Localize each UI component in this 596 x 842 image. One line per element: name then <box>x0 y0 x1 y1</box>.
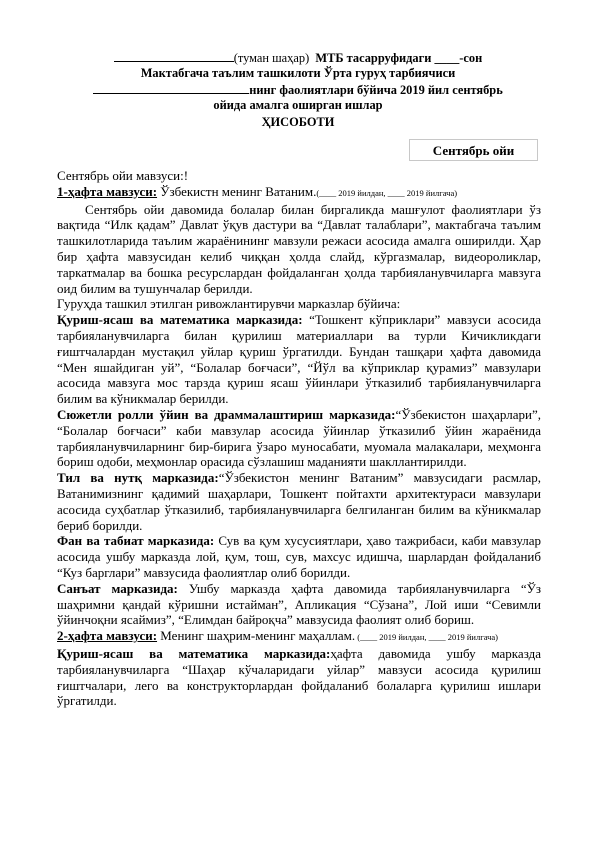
week1-label: 1-ҳафта мавзуси: <box>57 183 158 199</box>
institution-label: МТБ тасарруфидаги ____-сон <box>315 51 483 65</box>
district-label: (туман шаҳар) <box>233 51 310 65</box>
center-art-text: Ушбу марказда ҳафта давомида тарбияланувчиларга “Ўз шаҳримни қандай кўришни истайман”, Апликация “Сўзана”, Лой иши “Севимли ўйинчоқни ясаймиз”, “Елимдан байроқча” мавзусида фаолият олиб бориш. <box>57 580 542 628</box>
week2-title: Менинг шаҳрим-менинг маҳаллам. <box>157 628 356 644</box>
center-construction-text: “Тошкент кўприклари” мавзуси асосида тарбияланувчиларга билан қурилиш материаллари ва турли Кичикликдаги ғиштчалардан мустақил уйлар қуриш ўргатилди. Бундан ташқари ҳафта давомида “Мен яшайдиган уй”, “Болалар боғчаси”, “Йўл ва кўприклар қурамиз” мавзулари асосида мавзуга мос тарзда қуриш ясаш ўйинлари ўтказилиб тарбияланувчиларга билим ва кўникмалар берилди. <box>57 312 541 407</box>
center-construction-label: Қуриш-ясаш ва математика марказида: <box>57 312 303 328</box>
center-roleplay-label: Сюжетли ролли ўйин ва драммалаштириш марказида: <box>57 406 396 422</box>
center-language-label: Тил ва нутқ марказида: <box>57 470 219 486</box>
center-language-text: “Ўзбекистон менинг Ватаним” мавзусидаги расмлар, Ватанимизнинг қадимий шаҳарлари, Тошкент пойтахти архитектураси мавзулари асосида суҳбатлар ўтказилиб, тарбияланувчиларга белгиланган билим ва кўникмалар бериб борилди. <box>57 470 541 533</box>
header-line-1 <box>0 50 596 66</box>
groups-line: Гуруҳда ташкил этилган ривожлантирувчи марказлар бўйича: <box>57 296 401 312</box>
report-body <box>57 168 541 709</box>
header-line-2: Мактабгача таълим ташкилоти Ўрта гуруҳ тарбиячиси <box>140 66 456 80</box>
center-science-label: Фан ва табиат марказида: <box>57 533 215 549</box>
week1-dates: (____ 2019 йилдан, ____ 2019 йилгача) <box>316 187 458 198</box>
center-science-text: Сув ва қум хусусиятлари, ҳаво тажрибаси, каби мавзулар асосида ушбу марказда лой, қум, тош, сув, махсус идишча, шарлардан фойдаланиб “Куз барглари” мавзусида фаолиятлар олиб борилди. <box>57 533 541 580</box>
center-construction-week2-label: Қуриш-ясаш ва математика марказида: <box>57 645 331 661</box>
center-roleplay-text: “Ўзбекистон шаҳарлари”, “Болалар боғчаси” каби мавзулар асосида ўйинлар ўтказилиб ўйин жараёнида тарбияланувчиларнинг бир-бирига ўзаро муносабати, муомала малакалари, меҳмонга бориш одоби, меҳмонлар орасида сўзлашиш маданияти шакллантирилди. <box>57 406 541 470</box>
report-title: ҲИСОБОТИ <box>261 115 335 129</box>
center-art-label: Санъат марказида: <box>57 580 178 596</box>
center-construction <box>57 312 541 407</box>
header-line-3 <box>0 82 596 98</box>
week2-heading <box>57 628 541 646</box>
week2-dates: (____ 2019 йилдан, ____ 2019 йилгача) <box>355 632 498 643</box>
intro-paragraph: Сентябрь ойи давомида болалар билан биргаликда машғулот фаолиятлари ўз вақтида “Илк қадам” Давлат ўқув дастури ва “Давлат талаблари”, мактабгача таълим ташкилотларида таълим жараёнининг мавзули режаси асосида амалга оширилди. Ҳар бир ҳафта мавзусидан келиб чиққан ҳолда слайд, кўргазмалар, видеороликлар, таркатмалар ва бошка ресурслардан фойдаланган ҳолда тарбияланувчиларга мавзуга оид билим ва тушунчалар берилди. <box>57 201 541 296</box>
center-language <box>57 470 541 533</box>
teacher-name-blank <box>93 82 249 94</box>
center-roleplay <box>57 407 541 470</box>
theme-line: Сентябрь ойи мавзуси:! <box>57 168 189 183</box>
teacher-activity-label: нинг фаолиятлари бўйича 2019 йил сентябрь <box>249 83 503 97</box>
district-blank <box>114 50 234 62</box>
week2-label: 2-ҳафта мавзуси: <box>57 628 158 644</box>
center-construction-week2 <box>57 646 541 709</box>
month-box: Сентябрь ойи <box>409 139 538 161</box>
center-construction-week2-text: ҳафта давомида ушбу марказда тарбияланувчиларга “Шаҳар кўчаларидаги уйлар” мавзуси асосида қурилиш ғиштчалари, лего ва конструкторлардан фойдаланиб болаларга қурилиш ишлари ўргатилди. <box>57 645 541 709</box>
center-art <box>57 581 541 628</box>
header-line-4: ойида амалга оширган ишлар <box>213 98 383 112</box>
week1-heading <box>57 184 541 202</box>
week1-title: Ўзбекистн менинг Ватаним. <box>157 183 317 199</box>
center-science <box>57 533 541 580</box>
